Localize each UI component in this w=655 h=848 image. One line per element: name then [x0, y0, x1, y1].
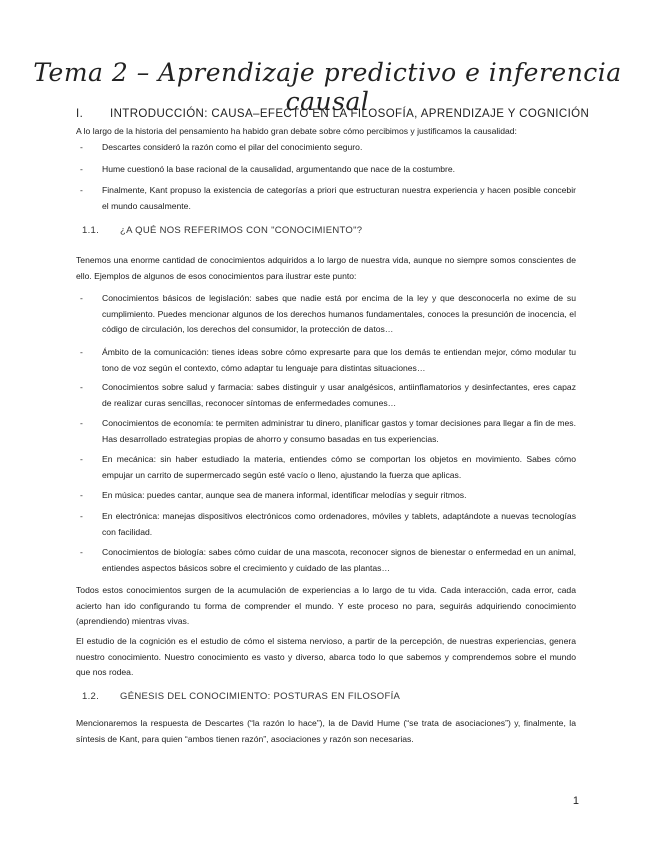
section-1-1-intro: Tenemos una enorme cantidad de conocimientos adquiridos a lo largo de nuestra vida, aunque no siempre somos conscientes de ello. Ejemplos de algunos de esos conocimientos para ilustrar este punto:	[76, 255, 576, 281]
list-item-text: Descartes consideró la razón como el pilar del conocimiento seguro.	[102, 142, 363, 152]
bullet-dash: -	[80, 382, 83, 392]
list-item-text: Ámbito de la comunicación: tienes ideas sobre cómo expresarte para que los demás te entiendan mejor, cómo modular tu tono de voz según el contexto, cómo adaptar tu lenguaje para distintas situaciones…	[102, 347, 576, 373]
bullet-dash: -	[80, 185, 83, 195]
list-item	[80, 380, 576, 411]
list-item	[80, 345, 576, 376]
bullet-dash: -	[80, 347, 83, 357]
list-item-text: Conocimientos de biología: sabes cómo cuidar de una mascota, reconocer signos de bienestar o enfermedad en un animal, entiendes aspectos básicos sobre el crecimiento y cuidado de las plantas…	[102, 547, 576, 573]
list-item-text: Conocimientos básicos de legislación: sabes que nadie está por encima de la ley y que desconocerla no exime de su cumplimiento. Puedes mencionar algunos de los derechos humanos fundamentales, conoces la presunción de inocencia, el código de circulación, los derechos del consumidor, la protección de datos…	[102, 293, 576, 334]
list-item	[80, 140, 576, 156]
section-1-2-heading	[82, 691, 400, 702]
bullet-dash: -	[80, 164, 83, 174]
bullet-dash: -	[80, 142, 83, 152]
section-1-title: INTRODUCCIÓN: CAUSA–EFECTO EN LA FILOSOFÍA, APRENDIZAJE Y COGNICIÓN	[110, 108, 590, 120]
list-item	[80, 162, 576, 178]
section-1-number: I.	[76, 108, 84, 120]
bullet-dash: -	[80, 454, 83, 464]
list-item	[80, 488, 576, 504]
list-item-text: Conocimientos de economía: te permiten administrar tu dinero, planificar gastos y tomar decisiones para llegar a fin de mes. Has desarrollado estrategias propias de ahorro y consumo basadas en tus experiencias.	[102, 418, 576, 444]
section-1-1-title: ¿A QUÉ NOS REFERIMOS CON "CONOCIMIENTO"?	[120, 225, 363, 236]
list-item-text: Finalmente, Kant propuso la existencia de categorías a priori que estructuran nuestra experiencia y hacen posible concebir el mundo causalmente.	[102, 185, 576, 211]
bullet-dash: -	[80, 511, 83, 521]
bullet-dash: -	[80, 490, 83, 500]
list-item	[80, 545, 576, 576]
page-number: 1	[572, 795, 579, 807]
bullet-dash: -	[80, 547, 83, 557]
list-item	[80, 416, 576, 447]
list-item-text: Conocimientos sobre salud y farmacia: sabes distinguir y usar analgésicos, antiinflamatorios y desinfectantes, eres capaz de realizar curas sencillas, reconocer síntomas de enfermedades comunes…	[102, 382, 576, 408]
bullet-dash: -	[80, 418, 83, 428]
list-item-text: En música: puedes cantar, aunque sea de manera informal, identificar melodías y seguir ritmos.	[102, 490, 467, 500]
bullet-dash: -	[80, 293, 83, 303]
list-item	[80, 183, 576, 214]
section-1-1-number: 1.1.	[82, 225, 100, 236]
list-item	[80, 509, 576, 540]
list-item-text: En electrónica: manejas dispositivos electrónicos como ordenadores, móviles y tablets, adaptándote a nuevas tecnologías con facilidad.	[102, 511, 576, 537]
section-1-heading	[76, 108, 589, 120]
list-item-text: Hume cuestionó la base racional de la causalidad, argumentando que nace de la costumbre.	[102, 164, 456, 174]
section-1-2-title: GÉNESIS DEL CONOCIMIENTO: POSTURAS EN FILOSOFÍA	[120, 691, 401, 702]
section-1-2-number: 1.2.	[82, 691, 100, 702]
list-item-text: En mecánica: sin haber estudiado la materia, entiendes cómo se comportan los objetos en movimiento. Sabes cómo empujar un carrito de supermercado según esté vacío o lleno, ajustando la fuerza que aplicas.	[102, 454, 576, 480]
section-1-intro: A lo largo de la historia del pensamiento ha habido gran debate sobre cómo percibimos y justificamos la causalidad:	[76, 126, 517, 136]
document-title: Tema 2 – Aprendizaje predictivo e inferencia causal	[33, 58, 622, 116]
list-item	[80, 452, 576, 483]
section-1-1-heading	[82, 225, 362, 236]
section-1-1-paragraph-1: Todos estos conocimientos surgen de la acumulación de experiencias a lo largo de tu vida. Cada interacción, cada error, cada acierto han ido configurando tu forma de comprender el mundo. Y este proceso no para, seguirás adquiriendo conocimiento (aprendiendo) mientras vivas.	[76, 585, 576, 626]
list-item	[80, 291, 576, 338]
section-1-1-paragraph-2: El estudio de la cognición es el estudio de cómo el sistema nervioso, a partir de la percepción, de nuestras experiencias, genera nuestro conocimiento. Nuestro conocimiento es vasto y diverso, abarca todo lo que sabemos y comprendemos sobre el mundo que nos rodea.	[76, 636, 576, 677]
section-1-2-intro: Mencionaremos la respuesta de Descartes (“la razón lo hace”), la de David Hume (“se trata de asociaciones”) y, finalmente, la síntesis de Kant, para quien “ambos tienen razón”, asociaciones y razón son necesarias.	[76, 718, 576, 744]
